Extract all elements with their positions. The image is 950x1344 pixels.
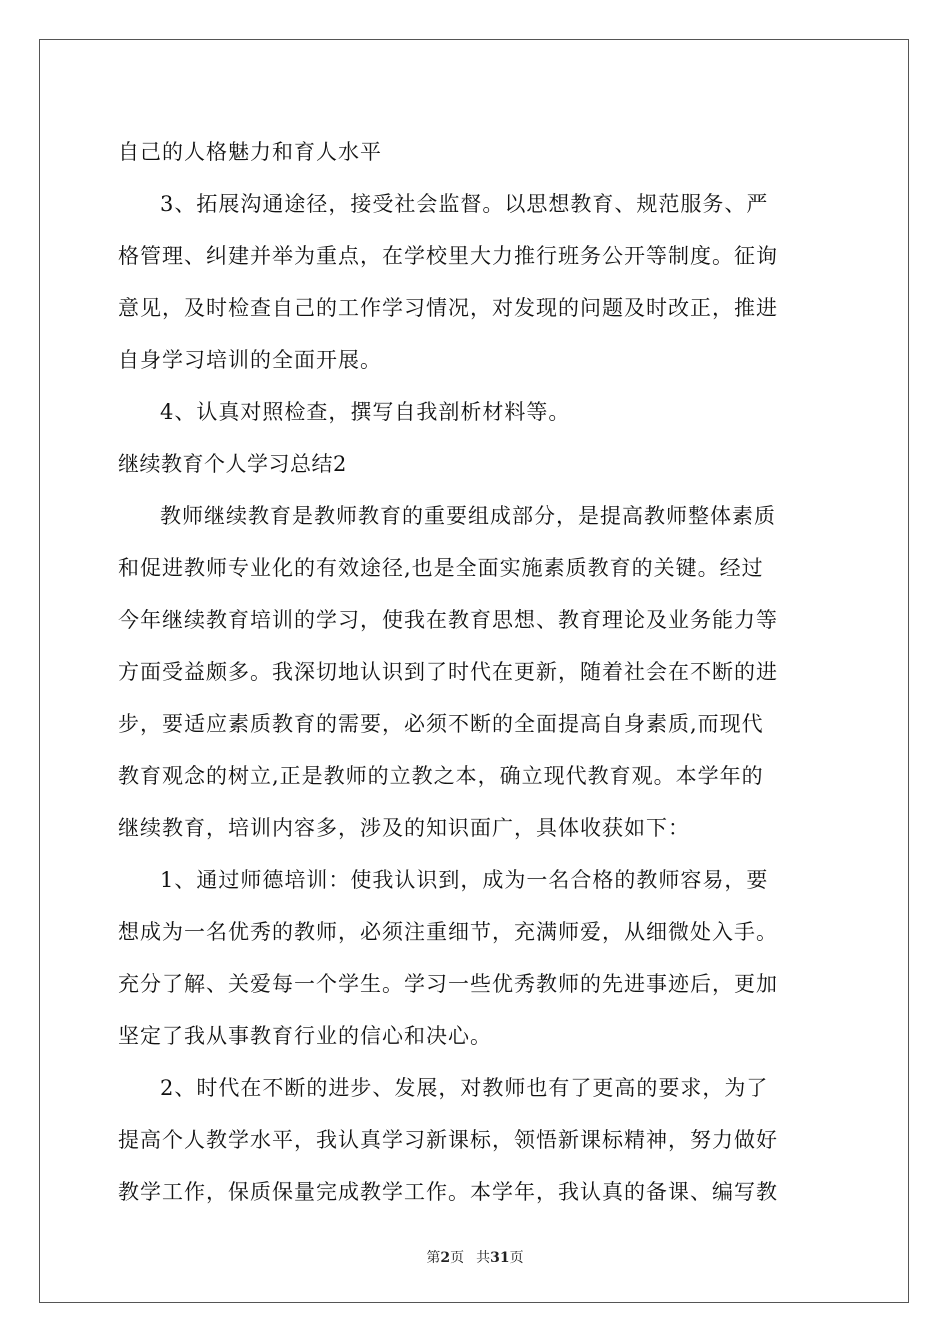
text-line: 3、拓展沟通途径，接受社会监督。以思想教育、规范服务、严 [160,192,769,216]
text-line: 提高个人教学水平，我认真学习新课标，领悟新课标精神，努力做好 [118,1128,778,1152]
text-line: 方面受益颇多。我深切地认识到了时代在更新，随着社会在不断的进 [118,660,778,684]
text-line: 今年继续教育培训的学习，使我在教育思想、教育理论及业务能力等 [118,608,778,632]
text-line: 格管理、纠建并举为重点，在学校里大力推行班务公开等制度。征询 [118,244,778,268]
total-label-prefix: 共 [476,1250,491,1266]
text-line: 2、时代在不断的进步、发展，对教师也有了更高的要求，为了 [160,1076,769,1100]
text-line: 充分了解、关爱每一个学生。学习一些优秀教师的先进事迹后，更加 [118,972,778,996]
page-label-prefix: 第 [426,1250,441,1266]
page-label-suffix: 页 [450,1250,465,1266]
total-pages: 31 [490,1250,510,1266]
text-line: 教师继续教育是教师教育的重要组成部分，是提高教师整体素质 [160,504,776,528]
text-line: 和促进教师专业化的有效途径,也是全面实施素质教育的关键。经过 [118,556,764,580]
section-heading: 继续教育个人学习总结2 [118,452,347,476]
total-label-suffix: 页 [509,1250,524,1266]
page-footer [0,1247,950,1267]
text-line: 教学工作，保质保量完成教学工作。本学年，我认真的备课、编写教 [118,1180,778,1204]
document-body [118,126,838,1218]
text-line: 1、通过师德培训：使我认识到，成为一名合格的教师容易，要 [160,868,769,892]
text-line: 意见，及时检查自己的工作学习情况，对发现的问题及时改正，推进 [118,296,778,320]
text-line: 自己的人格魅力和育人水平 [118,140,382,164]
text-line: 想成为一名优秀的教师，必须注重细节，充满师爱，从细微处入手。 [118,920,778,944]
text-line: 自身学习培训的全面开展。 [118,348,382,372]
text-line: 继续教育，培训内容多，涉及的知识面广，具体收获如下： [118,816,690,840]
text-line: 步，要适应素质教育的需要，必须不断的全面提高自身素质,而现代 [118,712,764,736]
text-line: 坚定了我从事教育行业的信心和决心。 [118,1024,492,1048]
page-number: 2 [440,1250,451,1266]
text-line: 4、认真对照检查，撰写自我剖析材料等。 [160,400,571,424]
text-line: 教育观念的树立,正是教师的立教之本，确立现代教育观。本学年的 [118,764,764,788]
